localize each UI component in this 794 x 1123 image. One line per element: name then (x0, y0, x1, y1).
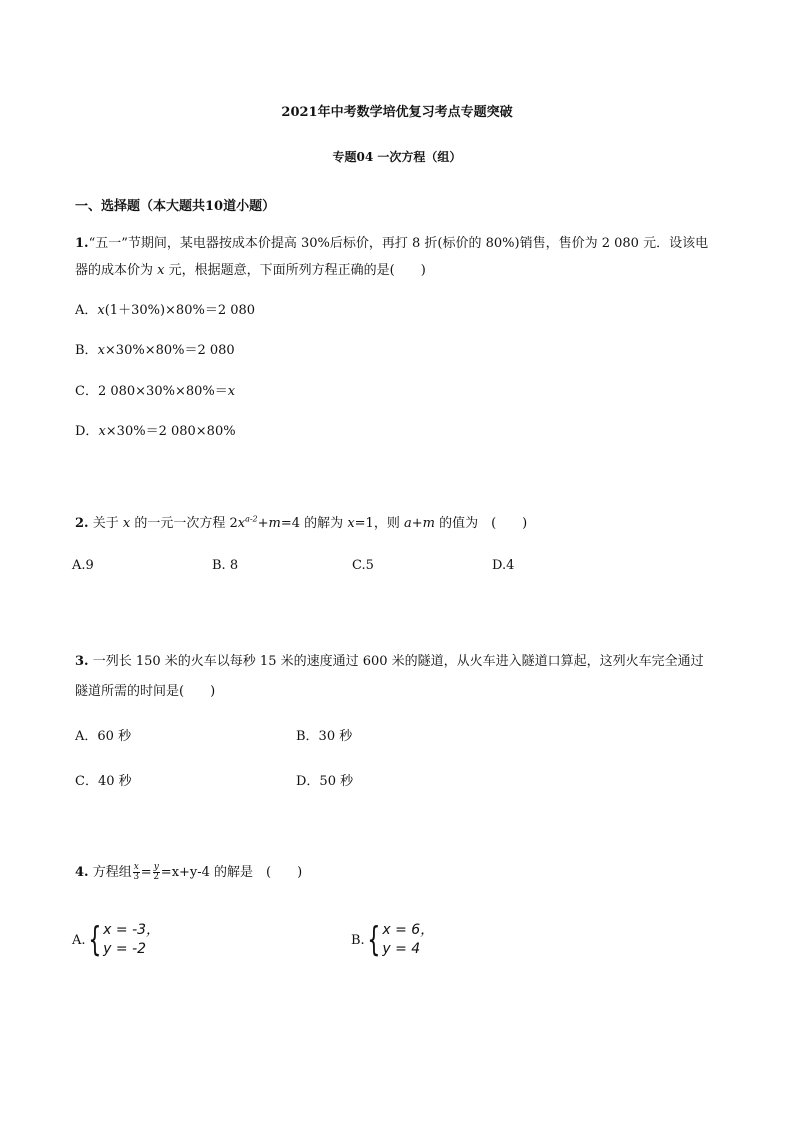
left-brace-icon: { (87, 920, 101, 960)
question-3-option-b[interactable]: B．30 秒 (296, 729, 353, 744)
question-2-option-b[interactable]: B. 8 (212, 558, 239, 573)
question-1-line-2: 器的成本价为 x 元，根据题意，下面所列方程正确的是( ) (75, 263, 426, 278)
section-heading: 一、选择题（本大题共10道小题） (75, 199, 276, 214)
question-2-option-d[interactable]: D.4 (492, 558, 515, 573)
question-number: 4. (75, 865, 89, 880)
question-1-option-b[interactable]: B．x×30%×80%＝2 080 (75, 343, 235, 358)
question-3-option-c[interactable]: C．40 秒 (75, 774, 132, 789)
question-1-option-a[interactable]: A．x(1＋30%)×80%＝2 080 (75, 303, 256, 318)
question-3-line-1: 3. 一列长 150 米的火车以每秒 15 米的速度通过 600 米的隧道，从火车进入隧道口算起，这列火车完全通过 (75, 654, 704, 669)
document-title: 2021年中考数学培优复习考点专题突破 (281, 105, 513, 120)
question-number: 2. (75, 516, 89, 531)
document-subtitle: 专题04 一次方程（组） (332, 150, 462, 164)
question-3-line-2: 隧道所需的时间是( ) (75, 684, 216, 699)
question-4-stem: 4. 方程组 $\frac{x}{3}$ = $\frac{y}{2}$ =x+y-4 的解是 ( ) (75, 862, 303, 882)
question-1-line-1: 1.“五一”节期间，某电器按成本价提高 30%后标价，再打 8 折(标价的 80%)销售，售价为 2 080 元．设该电 (75, 236, 709, 251)
question-number: 1. (75, 236, 89, 251)
question-2-option-a[interactable]: A.9 (72, 558, 94, 573)
question-number: 3. (75, 654, 89, 669)
question-4-option-a[interactable]: A. { x = -3， y = -2 (72, 920, 161, 960)
question-2-option-c[interactable]: C.5 (352, 558, 374, 573)
question-3-option-a[interactable]: A．60 秒 (75, 729, 132, 744)
question-1-option-c[interactable]: C．2 080×30%×80%＝x (75, 384, 236, 399)
question-4-option-b[interactable]: B. { x = 6， y = 4 (351, 920, 435, 960)
question-2-stem: 2. 关于 x 的一元一次方程 $2x^{a-2}+m=4$ 的解为 x=1，则 a+m 的值为 ( ) (75, 514, 528, 531)
fraction-y-over-2: $\frac{y}{2}$ (153, 862, 160, 882)
fraction-x-over-3: $\frac{x}{3}$ (133, 862, 140, 882)
question-1-option-d[interactable]: D．x×30%＝2 080×80% (75, 424, 236, 439)
left-brace-icon: { (367, 920, 380, 960)
question-3-option-d[interactable]: D．50 秒 (296, 774, 354, 789)
